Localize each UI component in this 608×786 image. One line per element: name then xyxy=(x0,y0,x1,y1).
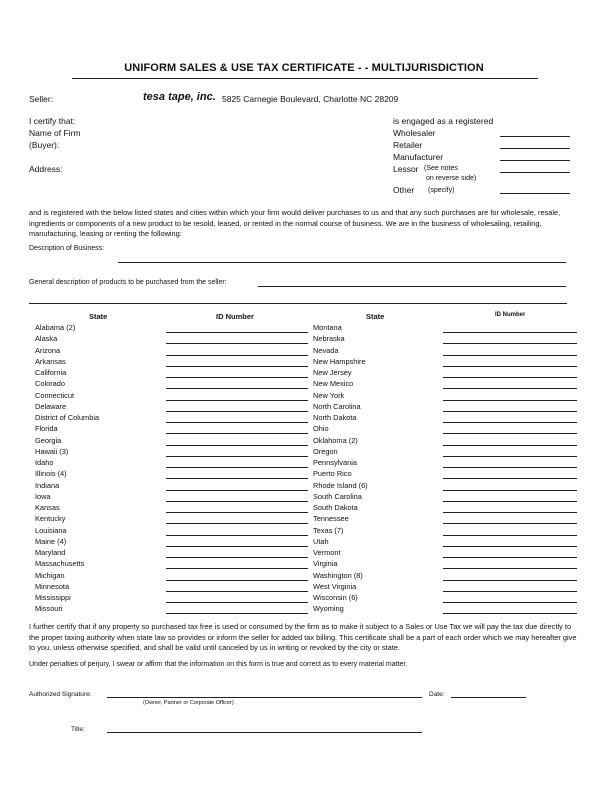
id-number-field-left[interactable] xyxy=(166,490,308,491)
state-name-right: Utah xyxy=(313,536,329,546)
state-name-right: West Virginia xyxy=(313,581,357,591)
id-number-field-left[interactable] xyxy=(166,546,308,547)
id-number-field-right[interactable] xyxy=(443,355,577,356)
state-name-left: Louisiana xyxy=(35,525,67,535)
id-number-field-right[interactable] xyxy=(443,400,577,401)
id-number-field-right[interactable] xyxy=(443,501,577,502)
state-name-left: Alabama (2) xyxy=(35,323,76,332)
state-name-left: Kansas xyxy=(35,503,60,512)
id-number-field-right[interactable] xyxy=(443,478,577,479)
state-name-right: Nevada xyxy=(313,345,339,355)
id-number-field-right[interactable] xyxy=(443,591,577,592)
perjury-statement: Under penalties of perjury, I swear or affirm that the information on this form is true and correct as to every material matter. xyxy=(29,661,408,668)
id-number-field-left[interactable] xyxy=(166,411,308,412)
id-number-field-right[interactable] xyxy=(443,388,577,389)
state-name-left: Arizona xyxy=(35,345,61,355)
lessor-note: (See notes xyxy=(424,165,458,172)
engaged-label: is engaged as a registered xyxy=(393,116,494,126)
id-number-field-left[interactable] xyxy=(166,400,308,401)
general-description-field-2[interactable] xyxy=(29,303,567,304)
state-name-left: Colorado xyxy=(35,379,65,389)
id-number-field-right[interactable] xyxy=(443,332,577,333)
signature-field[interactable] xyxy=(107,697,422,698)
id-number-field-right[interactable] xyxy=(443,377,577,378)
state-name-right: North Dakota xyxy=(313,413,357,422)
id-number-field-right[interactable] xyxy=(443,613,577,614)
id-number-field-left[interactable] xyxy=(166,343,308,344)
state-name-left: Illinois (4) xyxy=(35,469,67,479)
id-number-field-left[interactable] xyxy=(166,580,308,581)
state-name-left: Michigan xyxy=(35,570,65,580)
state-name-right: New York xyxy=(313,390,345,400)
col-state-right: State xyxy=(366,312,385,321)
id-number-field-right[interactable] xyxy=(443,422,577,423)
id-number-field-right[interactable] xyxy=(443,366,577,367)
general-description-field[interactable] xyxy=(258,286,566,287)
state-name-left: Alaska xyxy=(35,334,58,344)
state-name-left: Idaho xyxy=(35,458,54,467)
id-number-field-right[interactable] xyxy=(443,433,577,434)
lessor-field[interactable] xyxy=(500,172,570,173)
state-name-left: Florida xyxy=(35,424,58,434)
general-description-label: General description of products to be purchased from the seller: xyxy=(29,279,227,286)
state-name-left: Kentucky xyxy=(35,514,66,524)
wholesaler-label: Wholesaler xyxy=(393,128,436,138)
seller-label: Seller: xyxy=(29,94,54,104)
state-name-right: Montana xyxy=(313,323,342,332)
id-number-field-right[interactable] xyxy=(443,523,577,524)
id-number-field-left[interactable] xyxy=(166,478,308,479)
state-name-left: Connecticut xyxy=(35,390,75,400)
other-label: Other xyxy=(393,185,415,195)
col-id-left: ID Number xyxy=(216,312,254,321)
col-id-right: ID Number xyxy=(495,312,526,318)
id-number-field-left[interactable] xyxy=(166,366,308,367)
id-number-field-right[interactable] xyxy=(443,467,577,468)
seller-name: tesa tape, inc. xyxy=(143,91,216,103)
state-name-right: South Dakota xyxy=(313,503,358,512)
id-number-field-left[interactable] xyxy=(166,512,308,513)
manufacturer-field[interactable] xyxy=(500,160,570,161)
state-name-left: Hawaii (3) xyxy=(35,446,69,456)
state-name-right: Virginia xyxy=(313,559,338,569)
id-number-field-right[interactable] xyxy=(443,580,577,581)
col-state-left: State xyxy=(89,312,108,321)
state-name-right: South Carolina xyxy=(313,491,362,501)
id-number-field-right[interactable] xyxy=(443,546,577,547)
state-name-right: New Jersey xyxy=(313,368,352,377)
other-specify-note: (specify) xyxy=(428,187,455,194)
signature-label: Authorized Signature: xyxy=(29,691,92,698)
manufacturer-label: Manufacturer xyxy=(393,152,444,162)
id-number-field-left[interactable] xyxy=(166,332,308,333)
state-name-left: Georgia xyxy=(35,435,62,445)
state-name-left: Iowa xyxy=(35,491,51,501)
wholesaler-field[interactable] xyxy=(500,136,570,137)
id-number-field-right[interactable] xyxy=(443,557,577,558)
buyer-label: (Buyer): xyxy=(29,140,60,150)
title-rule xyxy=(72,78,538,79)
state-name-left: Delaware xyxy=(35,401,67,411)
firm-name-label: Name of Firm xyxy=(29,128,81,138)
id-number-field-right[interactable] xyxy=(443,568,577,569)
id-number-field-left[interactable] xyxy=(166,355,308,356)
id-number-field-left[interactable] xyxy=(166,501,308,502)
id-number-field-right[interactable] xyxy=(443,456,577,457)
id-number-field-left[interactable] xyxy=(166,433,308,434)
state-name-left: Indiana xyxy=(35,480,60,490)
id-number-field-left[interactable] xyxy=(166,591,308,592)
state-name-right: Oklahoma (2) xyxy=(313,435,358,445)
state-name-right: Washington (8) xyxy=(313,570,363,580)
state-name-right: Pennsylvania xyxy=(313,458,357,467)
id-number-field-right[interactable] xyxy=(443,445,577,446)
state-name-right: Wisconsin (6) xyxy=(313,593,358,602)
state-name-right: North Carolina xyxy=(313,401,361,411)
registered-paragraph: and is registered with the below listed states and cities within which your firm would deliver purchases to us and that any such purchases are for wholesale, resale, ingredients or components of a new product to be resold, leased, or rented in the normal course of business. We are in the business of wholesaling, retailing, manufacturing, leasing or renting the following: xyxy=(29,208,561,239)
lessor-label: Lessor xyxy=(393,164,419,174)
title-label: Title: xyxy=(71,726,85,733)
id-number-field-left[interactable] xyxy=(166,602,308,603)
id-number-field-right[interactable] xyxy=(443,602,577,603)
id-number-field-left[interactable] xyxy=(166,568,308,569)
state-name-right: Nebraska xyxy=(313,334,345,344)
description-field[interactable] xyxy=(118,262,566,263)
state-name-right: Ohio xyxy=(313,424,329,434)
id-number-field-right[interactable] xyxy=(443,411,577,412)
id-number-field-right[interactable] xyxy=(443,343,577,344)
description-label: Description of Business: xyxy=(29,245,105,252)
other-field[interactable] xyxy=(500,193,570,194)
state-name-right: Oregon xyxy=(313,446,338,456)
state-name-left: Maine (4) xyxy=(35,536,67,546)
id-number-field-left[interactable] xyxy=(166,456,308,457)
id-number-field-left[interactable] xyxy=(166,467,308,468)
state-name-right: New Mexico xyxy=(313,379,354,389)
state-name-right: Puerto Rico xyxy=(313,469,352,479)
id-number-field-left[interactable] xyxy=(166,388,308,389)
state-name-left: Maryland xyxy=(35,548,66,557)
state-name-right: Tennessee xyxy=(313,514,349,524)
retailer-label: Retailer xyxy=(393,140,423,150)
lessor-note-reverse: on reverse side) xyxy=(426,175,477,182)
state-name-left: Minnesota xyxy=(35,581,70,591)
state-name-left: California xyxy=(35,368,67,377)
state-name-left: Mississippi xyxy=(35,593,71,602)
id-number-field-right[interactable] xyxy=(443,535,577,536)
state-name-right: New Hampshire xyxy=(313,356,366,366)
retailer-field[interactable] xyxy=(500,148,570,149)
id-number-field-left[interactable] xyxy=(166,557,308,558)
certify-paragraph: I further certify that if any property so purchased tax free is used or consumed by the firm as to make it subject to a Sales or Use Tax we will pay the tax due directly to the proper taxing authority when state law so provides or inform the seller for added tax billing. This certificate shall be a part of each order which we may hereafter give to you, unless otherwise specified, and shall be valid until canceled by us in writing or revoked by the city or state. xyxy=(29,622,577,653)
certify-label: I certify that: xyxy=(29,116,76,126)
date-label: Date: xyxy=(429,691,445,698)
id-number-field-left[interactable] xyxy=(166,613,308,614)
title-field[interactable] xyxy=(107,732,422,733)
state-name-left: Arkansas xyxy=(35,356,66,366)
state-name-right: Wyoming xyxy=(313,604,344,614)
id-number-field-left[interactable] xyxy=(166,445,308,446)
form-title: UNIFORM SALES & USE TAX CERTIFICATE - - MULTIJURISDICTION xyxy=(124,62,484,74)
id-number-field-left[interactable] xyxy=(166,523,308,524)
state-name-left: Massachusetts xyxy=(35,559,85,569)
id-number-field-right[interactable] xyxy=(443,490,577,491)
state-name-left: Missouri xyxy=(35,604,63,614)
id-number-field-left[interactable] xyxy=(166,377,308,378)
address-label: Address: xyxy=(29,164,63,174)
signature-note: (Owner, Partner or Corporate Officer) xyxy=(143,700,234,706)
id-number-field-left[interactable] xyxy=(166,535,308,536)
state-name-right: Vermont xyxy=(313,548,341,557)
date-field[interactable] xyxy=(451,697,526,698)
state-name-right: Rhode Island (6) xyxy=(313,480,368,490)
state-name-right: Texas (7) xyxy=(313,525,344,535)
id-number-field-left[interactable] xyxy=(166,422,308,423)
id-number-field-right[interactable] xyxy=(443,512,577,513)
seller-address: 5825 Carnegie Boulevard, Charlotte NC 28209 xyxy=(222,94,399,104)
state-name-left: District of Columbia xyxy=(35,413,100,422)
